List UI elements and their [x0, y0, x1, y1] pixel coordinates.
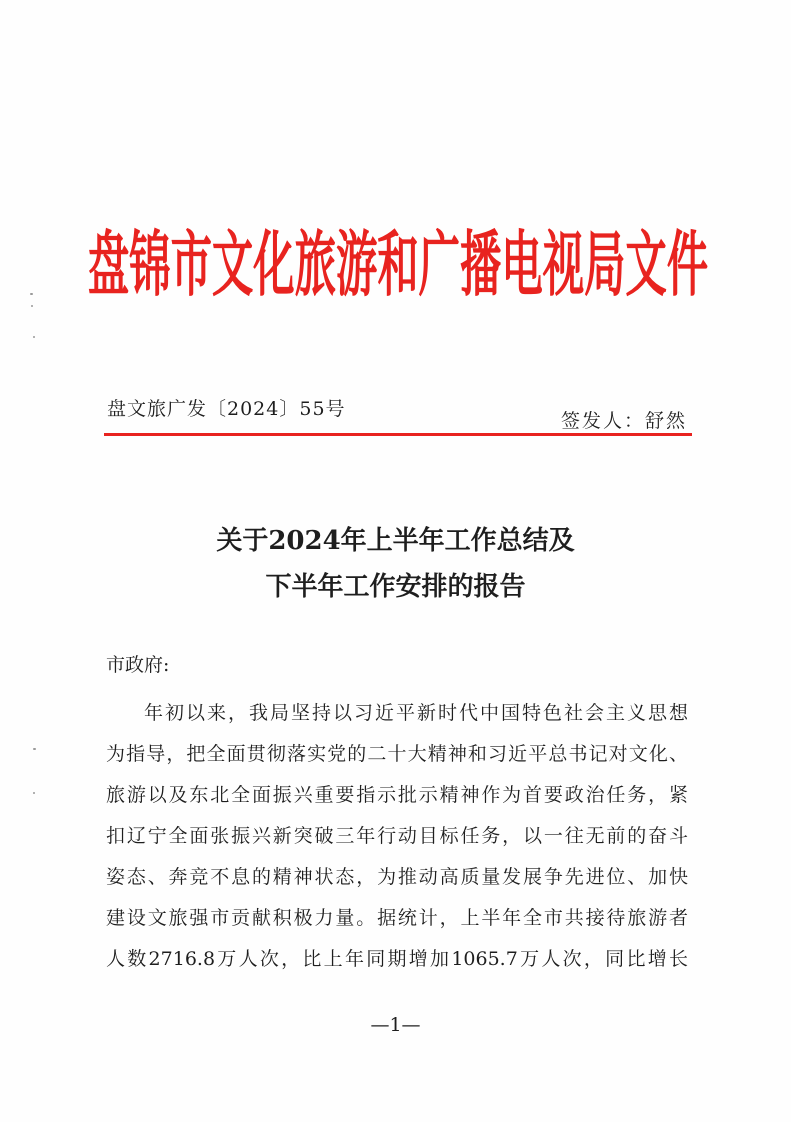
- signer: 签发人：舒然: [560, 410, 687, 432]
- scan-speck: [31, 305, 33, 307]
- scan-speck: [33, 792, 35, 794]
- scan-speck: [33, 336, 35, 338]
- body-line: 为指导，把全面贯彻落实党的二十大精神和习近平总书记对文化、: [106, 743, 688, 765]
- body-line: 扣辽宁全面张振兴新突破三年行动目标任务，以一往无前的奋斗: [106, 825, 688, 847]
- body-line: 旅游以及东北全面振兴重要指示批示精神作为首要政治任务，紧: [106, 784, 688, 806]
- scan-speck: [33, 748, 36, 750]
- body-paragraph: [106, 693, 688, 980]
- document-number: 盘文旅广发〔2024〕55号: [107, 398, 346, 420]
- masthead-title: 盘锦市文化旅游和广播电视局文件: [87, 223, 709, 306]
- page-number: —1—: [370, 1014, 421, 1036]
- body-line: 人数2716.8万人次，比上年同期增加1065.7万人次，同比增长: [106, 948, 688, 970]
- body-line: 姿态、奔竞不息的精神状态，为推动高质量发展争先进位、加快: [106, 866, 688, 888]
- masthead: [88, 214, 708, 304]
- body-line: 建设文旅强市贡献积极力量。据统计，上半年全市共接待旅游者: [106, 907, 688, 929]
- report-title: [90, 518, 701, 610]
- report-title-line-1: 关于2024年上半年工作总结及: [216, 526, 575, 556]
- report-title-line-2: 下半年工作安排的报告: [265, 572, 526, 602]
- scan-speck: [30, 293, 33, 295]
- body-line: 年初以来，我局坚持以习近平新时代中国特色社会主义思想: [144, 702, 688, 724]
- red-divider-line: [104, 433, 692, 436]
- salutation: 市政府:: [106, 654, 170, 676]
